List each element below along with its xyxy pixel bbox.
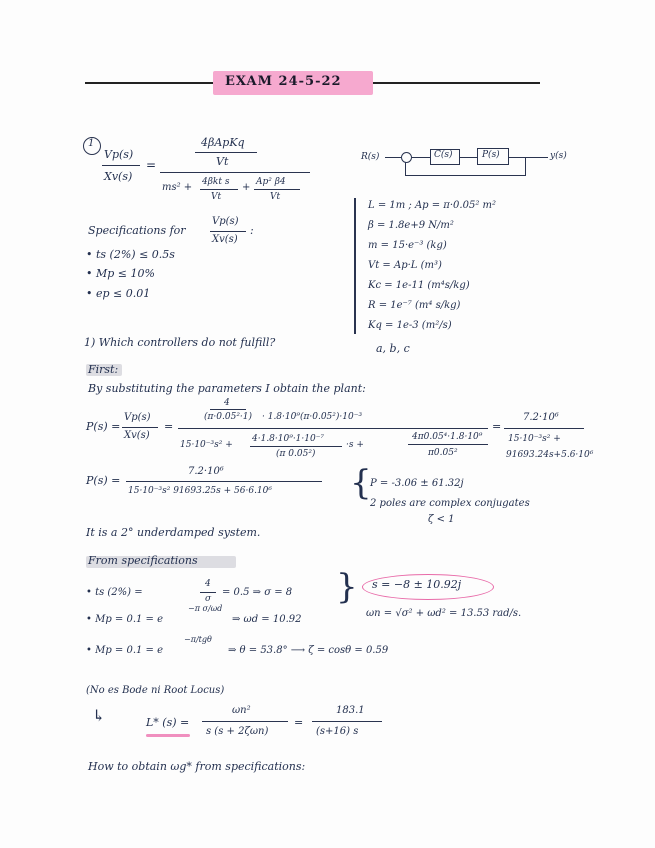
- no-bode-note: (No es Bode ni Root Locus): [86, 685, 225, 696]
- plant2-note2: ζ < 1: [428, 514, 455, 525]
- ts-line: • ts (2%) =: [86, 587, 143, 598]
- tf-den-c-num: Ap² β4: [256, 177, 286, 187]
- plant1-num-rest: · 1.8·10⁹(π·0.05²)·10⁻³: [262, 412, 363, 422]
- tf-rhs-num-den: Vt: [216, 155, 229, 168]
- substitution-line: By substituting the parameters I obtain the plant:: [88, 382, 366, 395]
- plant2-note1: 2 poles are complex conjugates: [370, 498, 530, 509]
- mp2-exp: −π/tgθ: [184, 635, 212, 644]
- block-p-label: P(s): [482, 150, 500, 160]
- param-2: β = 1.8e+9 N/m²: [368, 220, 454, 231]
- plant1-result-num: 7.2·10⁶: [523, 412, 559, 423]
- plant1-den-d-num: 4π0.05⁴·1.8·10⁹: [412, 432, 483, 442]
- tf-den-c-den: Vt: [270, 192, 281, 202]
- mp2-rest: ⇒ θ = 53.8° ⟶ ζ = cosθ = 0.59: [228, 645, 389, 656]
- plant2-lhs: P(s) =: [86, 474, 121, 487]
- spec-den: Xv(s): [212, 234, 238, 245]
- plant1-lhs-den: Xv(s): [124, 430, 150, 441]
- lstar-den2: (s+16) s: [316, 726, 359, 737]
- feedback-path: [405, 175, 526, 176]
- wn-line: ωn = √σ² + ωd² = 13.53 rad/s.: [366, 608, 522, 619]
- ts-rest: = 0.5 ⇒ σ = 8: [222, 587, 293, 598]
- tf-rhs-num: 4βApKq: [201, 136, 245, 149]
- block-input-label: R(s): [361, 152, 380, 162]
- param-7: Kq = 1e-3 (m²/s): [368, 320, 452, 331]
- tf-lhs-bar: [102, 165, 140, 166]
- plant1-den-d-den: π0.05²: [428, 448, 458, 458]
- spec-item-2: • Mp ≤ 10%: [86, 267, 155, 280]
- mp1-rest: ⇒ ωd = 10.92: [232, 614, 302, 625]
- s-result: s = −8 ± 10.92j: [372, 578, 462, 591]
- plant1-num-mid: (π·0.05²·1): [204, 412, 253, 422]
- plant1-result-den2: 91693.24s+5.6·10⁶: [506, 450, 594, 460]
- from-spec-label: From specifications: [88, 554, 198, 567]
- spec-intro: Specifications for: [88, 224, 186, 237]
- page-title: EXAM 24-5-22: [225, 74, 342, 89]
- lstar-num: ωn²: [232, 705, 251, 716]
- lstar-num2: 183.1: [336, 705, 365, 716]
- tf-lhs-den: Xv(s): [104, 170, 133, 183]
- lstar-underline: [146, 734, 190, 737]
- param-6: R = 1e⁻⁷ (m⁴ s/kg): [368, 300, 461, 311]
- tf-den-b-den: Vt: [211, 192, 222, 202]
- tf-den-b-num: 4βkt s: [202, 177, 230, 187]
- mp2-line: • Mp = 0.1 = e: [86, 645, 164, 656]
- plant1-lhs-num: Vp(s): [124, 412, 151, 423]
- plant2-poles: P = -3.06 ± 61.32j: [370, 478, 464, 489]
- problem-number: 1: [88, 138, 95, 149]
- lstar-den: s (s + 2ζωn): [206, 726, 269, 737]
- how-line: How to obtain ωg* from specifications:: [88, 760, 306, 773]
- spec-item-3: • ep ≤ 0.01: [86, 287, 151, 300]
- system-line: It is a 2° underdamped system.: [86, 526, 261, 539]
- first-label: First:: [88, 363, 119, 376]
- plant1-lhs: P(s) =: [86, 420, 121, 433]
- notebook-page: EXAM 24-5-22 1 Vp(s) Xv(s) = 4βApKq Vt ms² + 4βkt s Vt + Ap² β4 Vt R(s) C(s) P(s) y(s) Specifications for Vp(s) Xv(s) : • ts (2%) ≤ 0.5s • Mp ≤ 10% • ep ≤ 0.01 L = 1m ; Ap = π·0.05² m² β = 1.8e+9 N/m² m = 15·e⁻³ (kg) Vt = Ap·L (m³) Kc = 1e-11 (m⁴s/kg) R = 1e⁻⁷ (m⁴ s/kg) Kq = 1e-3 (m²/s) 1) Which controllers do not fulfill? a, b, c First: By substituting the parameters I obtain the plant: P(s) = Vp(s) Xv(s) = 4 (π·0.05²·1) · 1.8·10⁹(π·0.05²)·10⁻³ 15·10⁻³s² + 4·1.8·10⁹·1·10⁻⁷ (π 0.05²) ·s + 4π0.05⁴·1.8·10⁹ π0.05² = 7.2·10⁶ 15·10⁻³s² + 91693.24s+5.6·10⁶ P(s) = 7.2·10⁶ 15·10⁻³s² 91693.25s + 56·6.10⁶ { P = -3.06 ± 61.32j 2 poles are complex conjugates ζ < 1 It is a 2° underdamped system. From specifications • ts (2%) = 4 σ = 0.5 ⇒ σ = 8 • Mp = 0.1 = e −π σ/ωd ⇒ ωd = 10.92 } s = −8 ± 10.92j ωn = √σ² + ωd² = 13.53 rad/s. • Mp = 0.1 = e −π/tgθ ⇒ θ = 53.8° ⟶ ζ = cosθ = 0.59 (No es Bode ni Root Locus) ↳ L* (s) = ωn² s (s + 2ζωn) = 183.1 (s+16) s How to obtain ωg* from specifications:: [0, 0, 655, 848]
- plant1-den-b-num: 4·1.8·10⁹·1·10⁻⁷: [252, 434, 325, 444]
- tf-lhs-num: Vp(s): [104, 148, 134, 161]
- params-divider: [354, 198, 356, 334]
- question-text: 1) Which controllers do not fulfill?: [84, 336, 276, 349]
- plant2-den: 15·10⁻³s² 91693.25s + 56·6.10⁶: [128, 486, 272, 496]
- block-output-label: y(s): [550, 151, 567, 161]
- param-5: Kc = 1e-11 (m⁴s/kg): [368, 280, 470, 291]
- param-4: Vt = Ap·L (m³): [368, 260, 442, 271]
- mp1-line: • Mp = 0.1 = e: [86, 614, 164, 625]
- tf-main-bar: [160, 172, 310, 173]
- spec-num: Vp(s): [212, 216, 239, 227]
- param-3: m = 15·e⁻³ (kg): [368, 240, 447, 251]
- plant1-result-den1: 15·10⁻³s² +: [508, 434, 561, 444]
- spec-item-1: • ts (2%) ≤ 0.5s: [86, 248, 175, 261]
- param-1: L = 1m ; Ap = π·0.05² m²: [368, 200, 497, 211]
- mp1-exp: −π σ/ωd: [188, 604, 223, 613]
- plant1-main-bar: [178, 428, 488, 429]
- question-answer: a, b, c: [376, 342, 410, 355]
- tf-den-a: ms² +: [162, 182, 193, 193]
- lstar-lhs: L* (s) =: [146, 716, 190, 729]
- plant1-den-b-den: (π 0.05²): [276, 449, 316, 459]
- plant2-num: 7.2·10⁶: [188, 466, 224, 477]
- plant1-num-top: 4: [224, 398, 230, 408]
- plant1-den-a: 15·10⁻³s² +: [180, 440, 233, 450]
- block-c-label: C(s): [434, 150, 453, 160]
- arrow-icon: ↳: [92, 706, 106, 725]
- summing-junction: [401, 152, 412, 163]
